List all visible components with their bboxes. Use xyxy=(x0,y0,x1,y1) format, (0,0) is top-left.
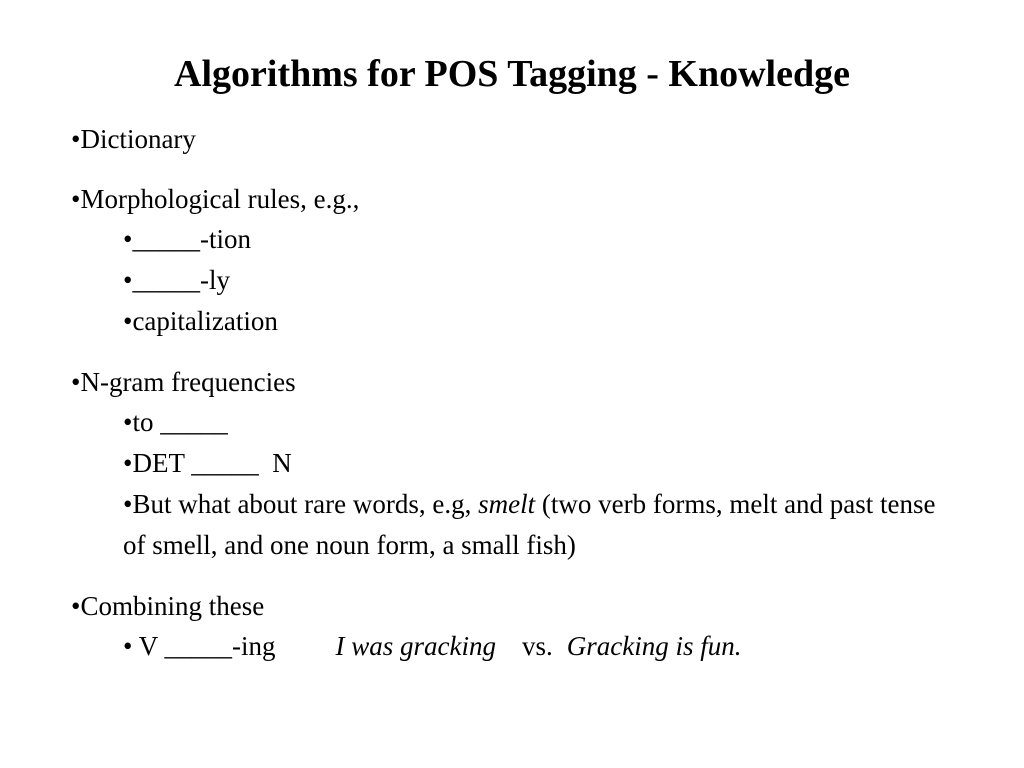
bullet-combining xyxy=(71,586,971,626)
sub-bullet-ly xyxy=(123,260,971,301)
bullet-mark: • xyxy=(123,489,133,519)
bullet-text: Dictionary xyxy=(80,124,196,154)
bullet-ngram-frequencies xyxy=(71,362,971,402)
slide-body xyxy=(71,119,971,667)
bullet-morphological-rules xyxy=(71,179,971,219)
bullet-text: DET _____ N xyxy=(132,448,292,478)
bullet-text: (two verb forms, melt and past tense of smell, and one noun form, a small fish) xyxy=(123,489,936,560)
bullet-mark: • xyxy=(71,124,81,154)
bullet-mark: • xyxy=(71,367,81,397)
bullet-mark: • xyxy=(123,224,133,254)
sub-bullet-v-ing xyxy=(123,626,971,667)
bullet-text: But what about rare words, e.g, xyxy=(132,489,479,519)
italic-example: Gracking is fun. xyxy=(566,631,742,661)
italic-example: I was gracking xyxy=(335,631,496,661)
bullet-text: _____-ly xyxy=(132,265,230,295)
sub-bullet-to xyxy=(123,402,971,443)
sub-bullet-tion xyxy=(123,219,971,260)
italic-example: smelt xyxy=(478,489,536,519)
sub-bullet-capitalization xyxy=(123,301,971,342)
bullet-text: vs. xyxy=(521,631,553,661)
bullet-mark: • xyxy=(123,631,133,661)
bullet-mark: • xyxy=(71,591,81,621)
bullet-text: Morphological rules, e.g., xyxy=(80,184,360,214)
bullet-mark: • xyxy=(123,407,133,437)
bullet-text: Combining these xyxy=(80,591,265,621)
bullet-text: to _____ xyxy=(132,407,228,437)
bullet-text: capitalization xyxy=(132,306,278,336)
bullet-text: N-gram frequencies xyxy=(80,367,296,397)
sub-bullet-det xyxy=(123,443,971,484)
bullet-text: _____-tion xyxy=(132,224,251,254)
slide-title: Algorithms for POS Tagging - Knowledge xyxy=(174,53,850,95)
bullet-dictionary xyxy=(71,119,971,159)
bullet-mark: • xyxy=(123,448,133,478)
bullet-mark: • xyxy=(123,265,133,295)
sub-bullet-rare-words xyxy=(123,484,953,566)
bullet-mark: • xyxy=(71,184,81,214)
bullet-mark: • xyxy=(123,306,133,336)
bullet-text: V _____-ing xyxy=(132,631,276,661)
